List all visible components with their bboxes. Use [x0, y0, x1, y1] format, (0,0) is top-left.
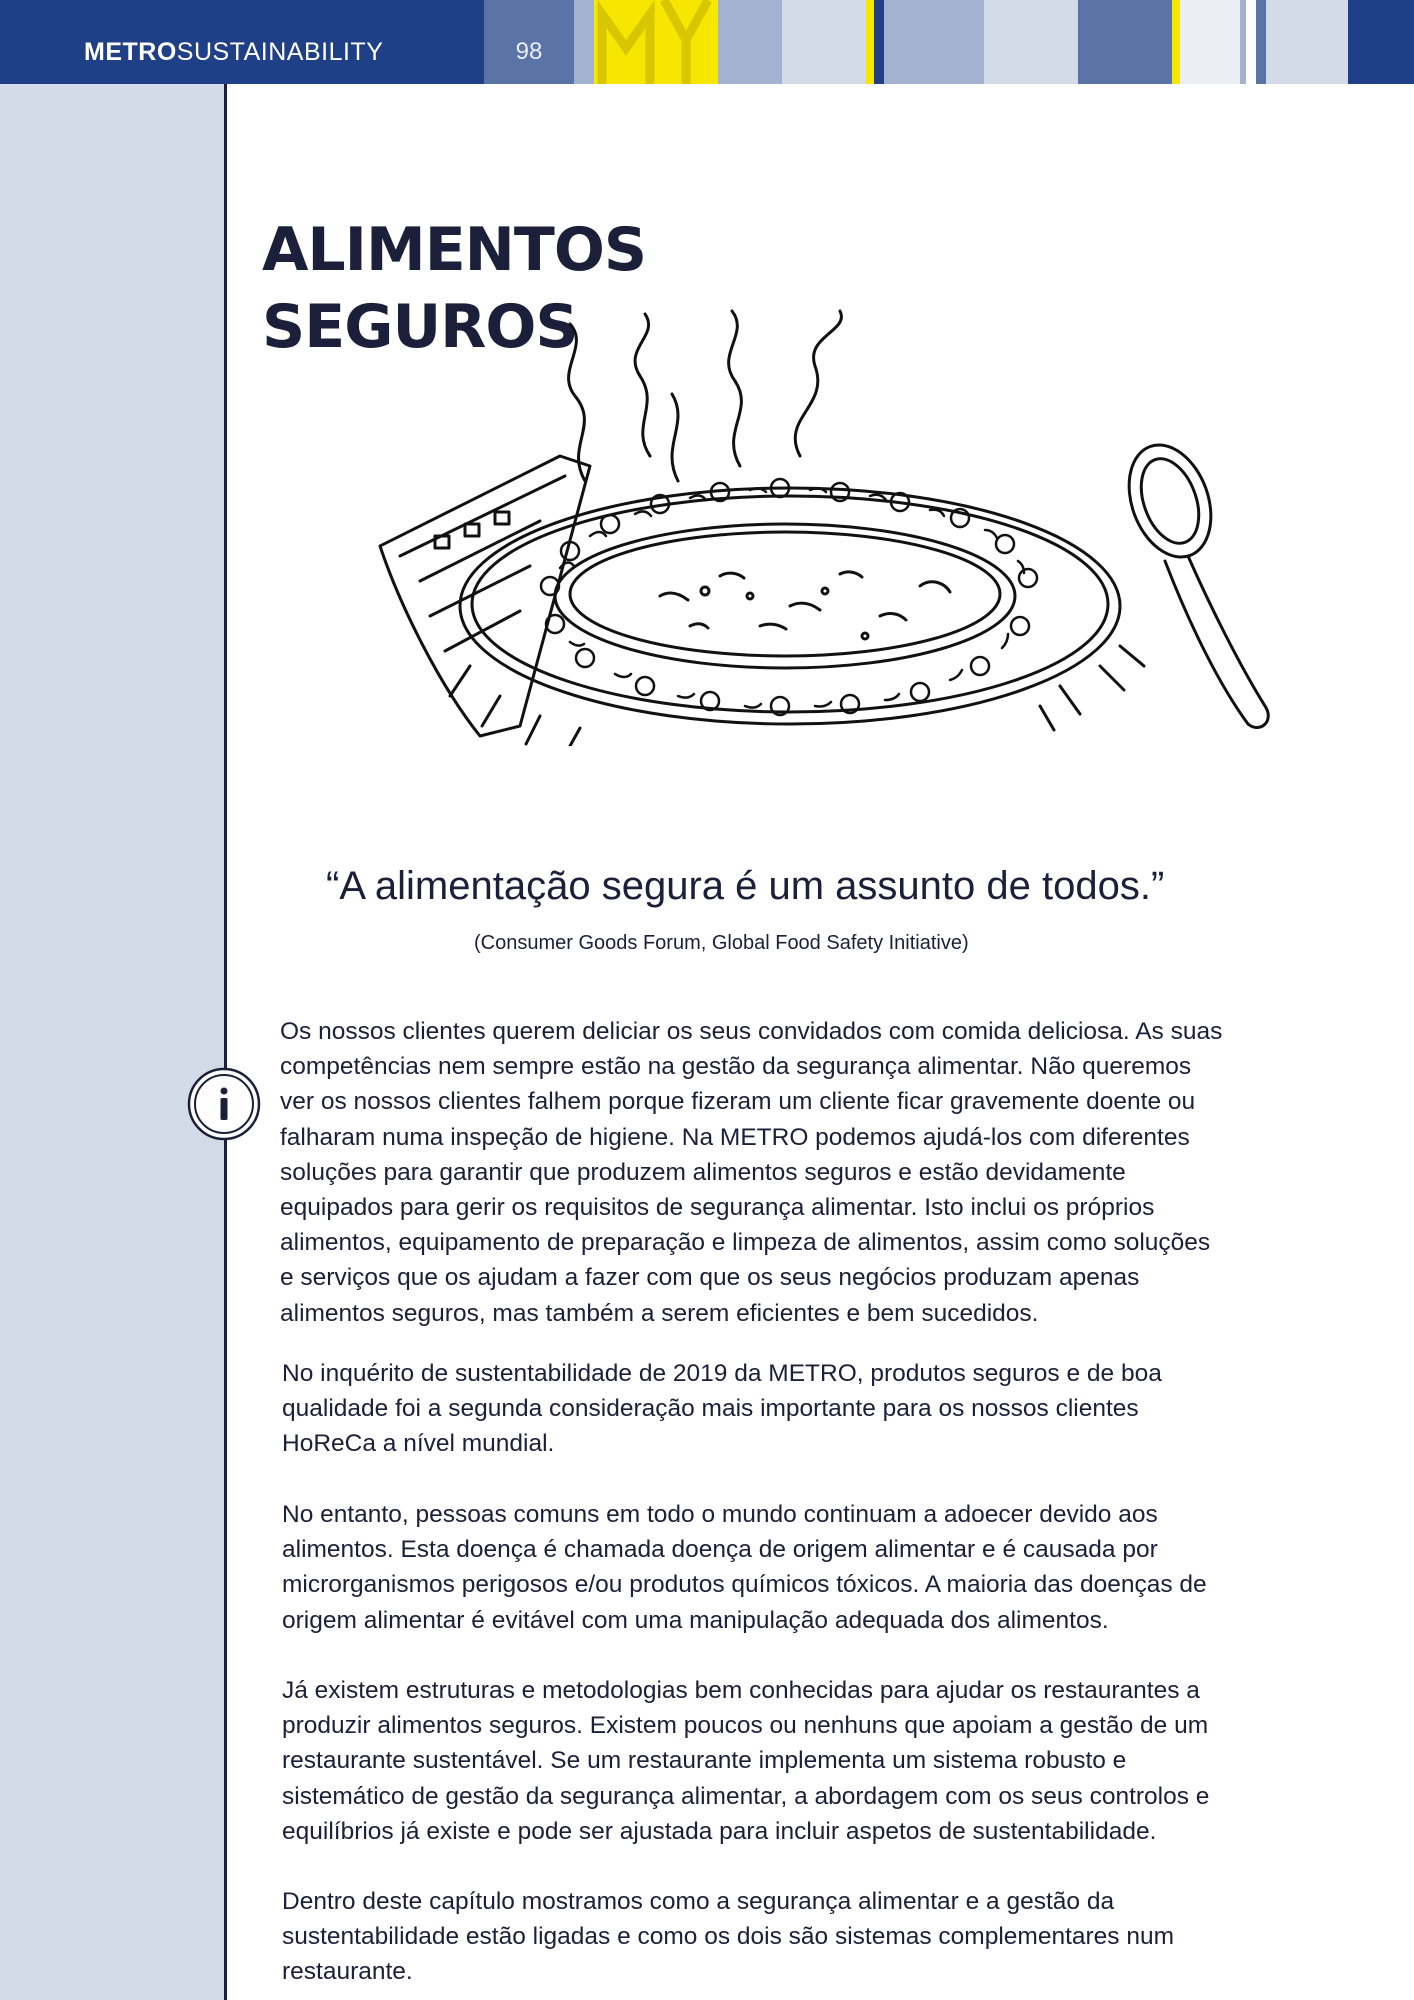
- text-line: No entanto, pessoas comuns em todo o mundo continuam a adoecer devido aos: [282, 1501, 1158, 1528]
- header-stripe: [1246, 0, 1256, 84]
- header-brand-bar: [0, 0, 484, 84]
- text-line: alimentos, equipamento de preparação e limpeza de alimentos, assim como soluções: [280, 1229, 1211, 1257]
- text-line: origem alimentar é evitável com uma manipulação adequada dos alimentos.: [282, 1606, 1109, 1634]
- text-line: equipados para gerir os requisitos de segurança alimentar. Isto inclui os próprios: [280, 1194, 1155, 1222]
- text-line: sustentabilidade estão ligadas e como os dois são sistemas complementares num: [282, 1923, 1175, 1951]
- text-line: Dentro deste capítulo mostramos como a segurança alimentar e a gestão da: [282, 1888, 1115, 1915]
- info-icon-graphic: [186, 1066, 262, 1142]
- text-line: sistemático de gestão da segurança alimentar, a abordagem com os seus controlos e: [282, 1782, 1210, 1810]
- title-line: ALIMENTOS: [262, 215, 647, 285]
- text-line: Os nossos clientes querem deliciar os seus convidados com comida deliciosa. As suas: [280, 1018, 1223, 1045]
- quote-source: (Consumer Goods Forum, Global Food Safety Initiative): [474, 932, 969, 954]
- text-line: e serviços que os ajudam a fazer com que os seus negócios produzam apenas: [280, 1264, 1140, 1292]
- header-stripe: [1078, 0, 1172, 84]
- text-line: alimentos seguros, mas também a serem eficientes e bem sucedidos.: [280, 1299, 1039, 1327]
- title-line: SEGUROS: [262, 292, 578, 362]
- header-stripe: [574, 0, 594, 84]
- header-stripe: [984, 0, 1078, 84]
- soup-plate-icon: [360, 306, 1300, 746]
- header-stripe: [1172, 0, 1180, 84]
- text-line: restaurante sustentável. Se um restaurante implementa um sistema robusto e: [282, 1747, 1127, 1775]
- header-stripe: [1266, 0, 1348, 84]
- text-line: No inquérito de sustentabilidade de 2019 da METRO, produtos seguros e de boa: [282, 1360, 1162, 1387]
- header-stripe: [866, 0, 874, 84]
- body-paragraph: [280, 1014, 1260, 1331]
- text-line: soluções para garantir que produzem alimentos seguros e estão devidamente: [280, 1158, 1126, 1186]
- text-line: alimentos. Esta doença é chamada doença de origem alimentar e é causada por: [282, 1536, 1158, 1564]
- text-line: equilíbrios já existe e pode ser ajustada para incluir aspetos de sustentabilidade.: [282, 1817, 1157, 1845]
- text-line: produzir alimentos seguros. Existem poucos ou nenhuns que apoiam a gestão de um: [282, 1712, 1209, 1740]
- text-line: qualidade foi a segunda consideração mais importante para os nossos clientes: [282, 1395, 1139, 1423]
- body-paragraph: [282, 1673, 1262, 1849]
- text-line: microrganismos perigosos e/ou produtos químicos tóxicos. A maioria das doenças de: [282, 1571, 1207, 1599]
- text-line: Já existem estruturas e metodologias bem conhecidas para ajudar os restaurantes a: [282, 1677, 1200, 1704]
- header-stripe: [874, 0, 884, 84]
- header-stripe: [1348, 0, 1414, 84]
- page-number-box: [484, 0, 574, 84]
- page-header: [0, 0, 1414, 84]
- brand-light: SUSTAINABILITY: [176, 38, 384, 66]
- my-logo-icon: [594, 0, 718, 84]
- pull-quote: “A alimentação segura é um assunto de todos.”: [326, 864, 1165, 908]
- header-stripe-my: [594, 0, 718, 84]
- header-stripe: [1256, 0, 1266, 84]
- body-paragraph: [282, 1497, 1262, 1638]
- brand-label: [84, 38, 383, 67]
- text-line: falharam numa inspeção de higiene. Na METRO podemos ajudá-los com diferentes: [280, 1123, 1190, 1151]
- info-icon: [186, 1066, 262, 1142]
- body-paragraph: [282, 1356, 1262, 1462]
- left-sidebar-band: [0, 84, 224, 2000]
- text-line: restaurante.: [282, 1958, 413, 1986]
- body-paragraph: [282, 1884, 1262, 1990]
- header-stripe: [782, 0, 866, 84]
- page-number: 98: [515, 38, 543, 65]
- text-line: HoReCa a nível mundial.: [282, 1430, 555, 1458]
- sidebar-divider: [224, 84, 227, 2000]
- text-line: ver os nossos clientes falhem porque fizeram um cliente ficar gravemente doente ou: [280, 1088, 1196, 1116]
- brand-bold: METRO: [84, 38, 177, 66]
- soup-plate-illustration: [360, 306, 1300, 746]
- header-stripe: [1180, 0, 1240, 84]
- header-stripe: [718, 0, 782, 84]
- header-stripe: [884, 0, 984, 84]
- text-line: competências nem sempre estão na gestão da segurança alimentar. Não queremos: [280, 1053, 1192, 1081]
